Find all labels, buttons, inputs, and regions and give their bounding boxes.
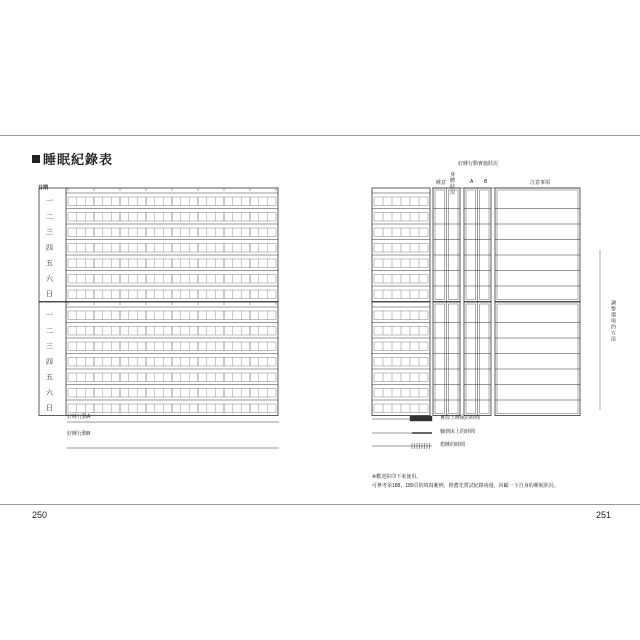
day-label: 三 xyxy=(46,343,53,350)
status-column-frame xyxy=(495,302,580,416)
day-label: 五 xyxy=(46,260,53,267)
day-label: 二 xyxy=(46,327,53,335)
right-header: 好睡行動實施狀況 xyxy=(458,161,499,167)
date-label: 日期 xyxy=(38,185,49,191)
legend-in-bed: 躺到床上的時間 xyxy=(440,429,476,435)
col-notes: 注意事項 xyxy=(530,180,551,186)
day-label: 六 xyxy=(46,389,53,397)
legend-actual-swatch xyxy=(410,416,432,421)
status-inner-box xyxy=(449,304,459,414)
notes-inner-box xyxy=(497,304,578,414)
notes-inner-box xyxy=(497,190,578,300)
day-label: 六 xyxy=(46,275,53,283)
page-number-left: 250 xyxy=(32,510,48,520)
status-inner-box xyxy=(466,304,476,414)
status-inner-box xyxy=(449,190,459,300)
status-inner-box xyxy=(466,190,476,300)
record-block-frame xyxy=(39,188,278,302)
page-number-right: 251 xyxy=(596,510,612,520)
status-inner-box xyxy=(480,304,490,414)
status-column-frame xyxy=(495,188,580,302)
side-tab-label: 調整環境的方法 xyxy=(610,300,616,342)
status-inner-box xyxy=(480,190,490,300)
record-block-frame xyxy=(39,302,278,416)
behavior-a-label: 好睡行動A xyxy=(67,414,91,420)
col-b: B xyxy=(484,179,488,185)
day-label: 二 xyxy=(46,213,53,221)
day-label: 日 xyxy=(46,291,53,298)
day-label: 一 xyxy=(46,198,53,205)
day-label: 日 xyxy=(46,405,53,412)
status-inner-box xyxy=(435,190,445,300)
day-label: 三 xyxy=(46,229,53,236)
col-condition: 身體狀況 xyxy=(450,172,456,196)
legend-actual-sleep: 實際上睡眠的時間 xyxy=(440,415,481,421)
col-sleepiness: 睡意 xyxy=(436,180,447,186)
day-label: 一 xyxy=(46,312,53,319)
page-title: 睡眠紀錄表 xyxy=(32,149,113,168)
behavior-b-label: 好睡行動B xyxy=(67,431,91,437)
day-label: 五 xyxy=(46,374,53,381)
legend-sleepy: 想睡的時間 xyxy=(440,442,466,448)
note-copy: ※歡迎影印下來使用。 xyxy=(372,474,422,480)
col-a: A xyxy=(470,179,474,185)
status-inner-box xyxy=(435,304,445,414)
note-reference: 可參考第188、189頁的填寫範例，推薦先嘗試紀錄兩週，回顧一下自身的睡眠狀況。 xyxy=(372,483,559,489)
day-label: 四 xyxy=(46,244,53,252)
day-label: 四 xyxy=(46,358,53,366)
